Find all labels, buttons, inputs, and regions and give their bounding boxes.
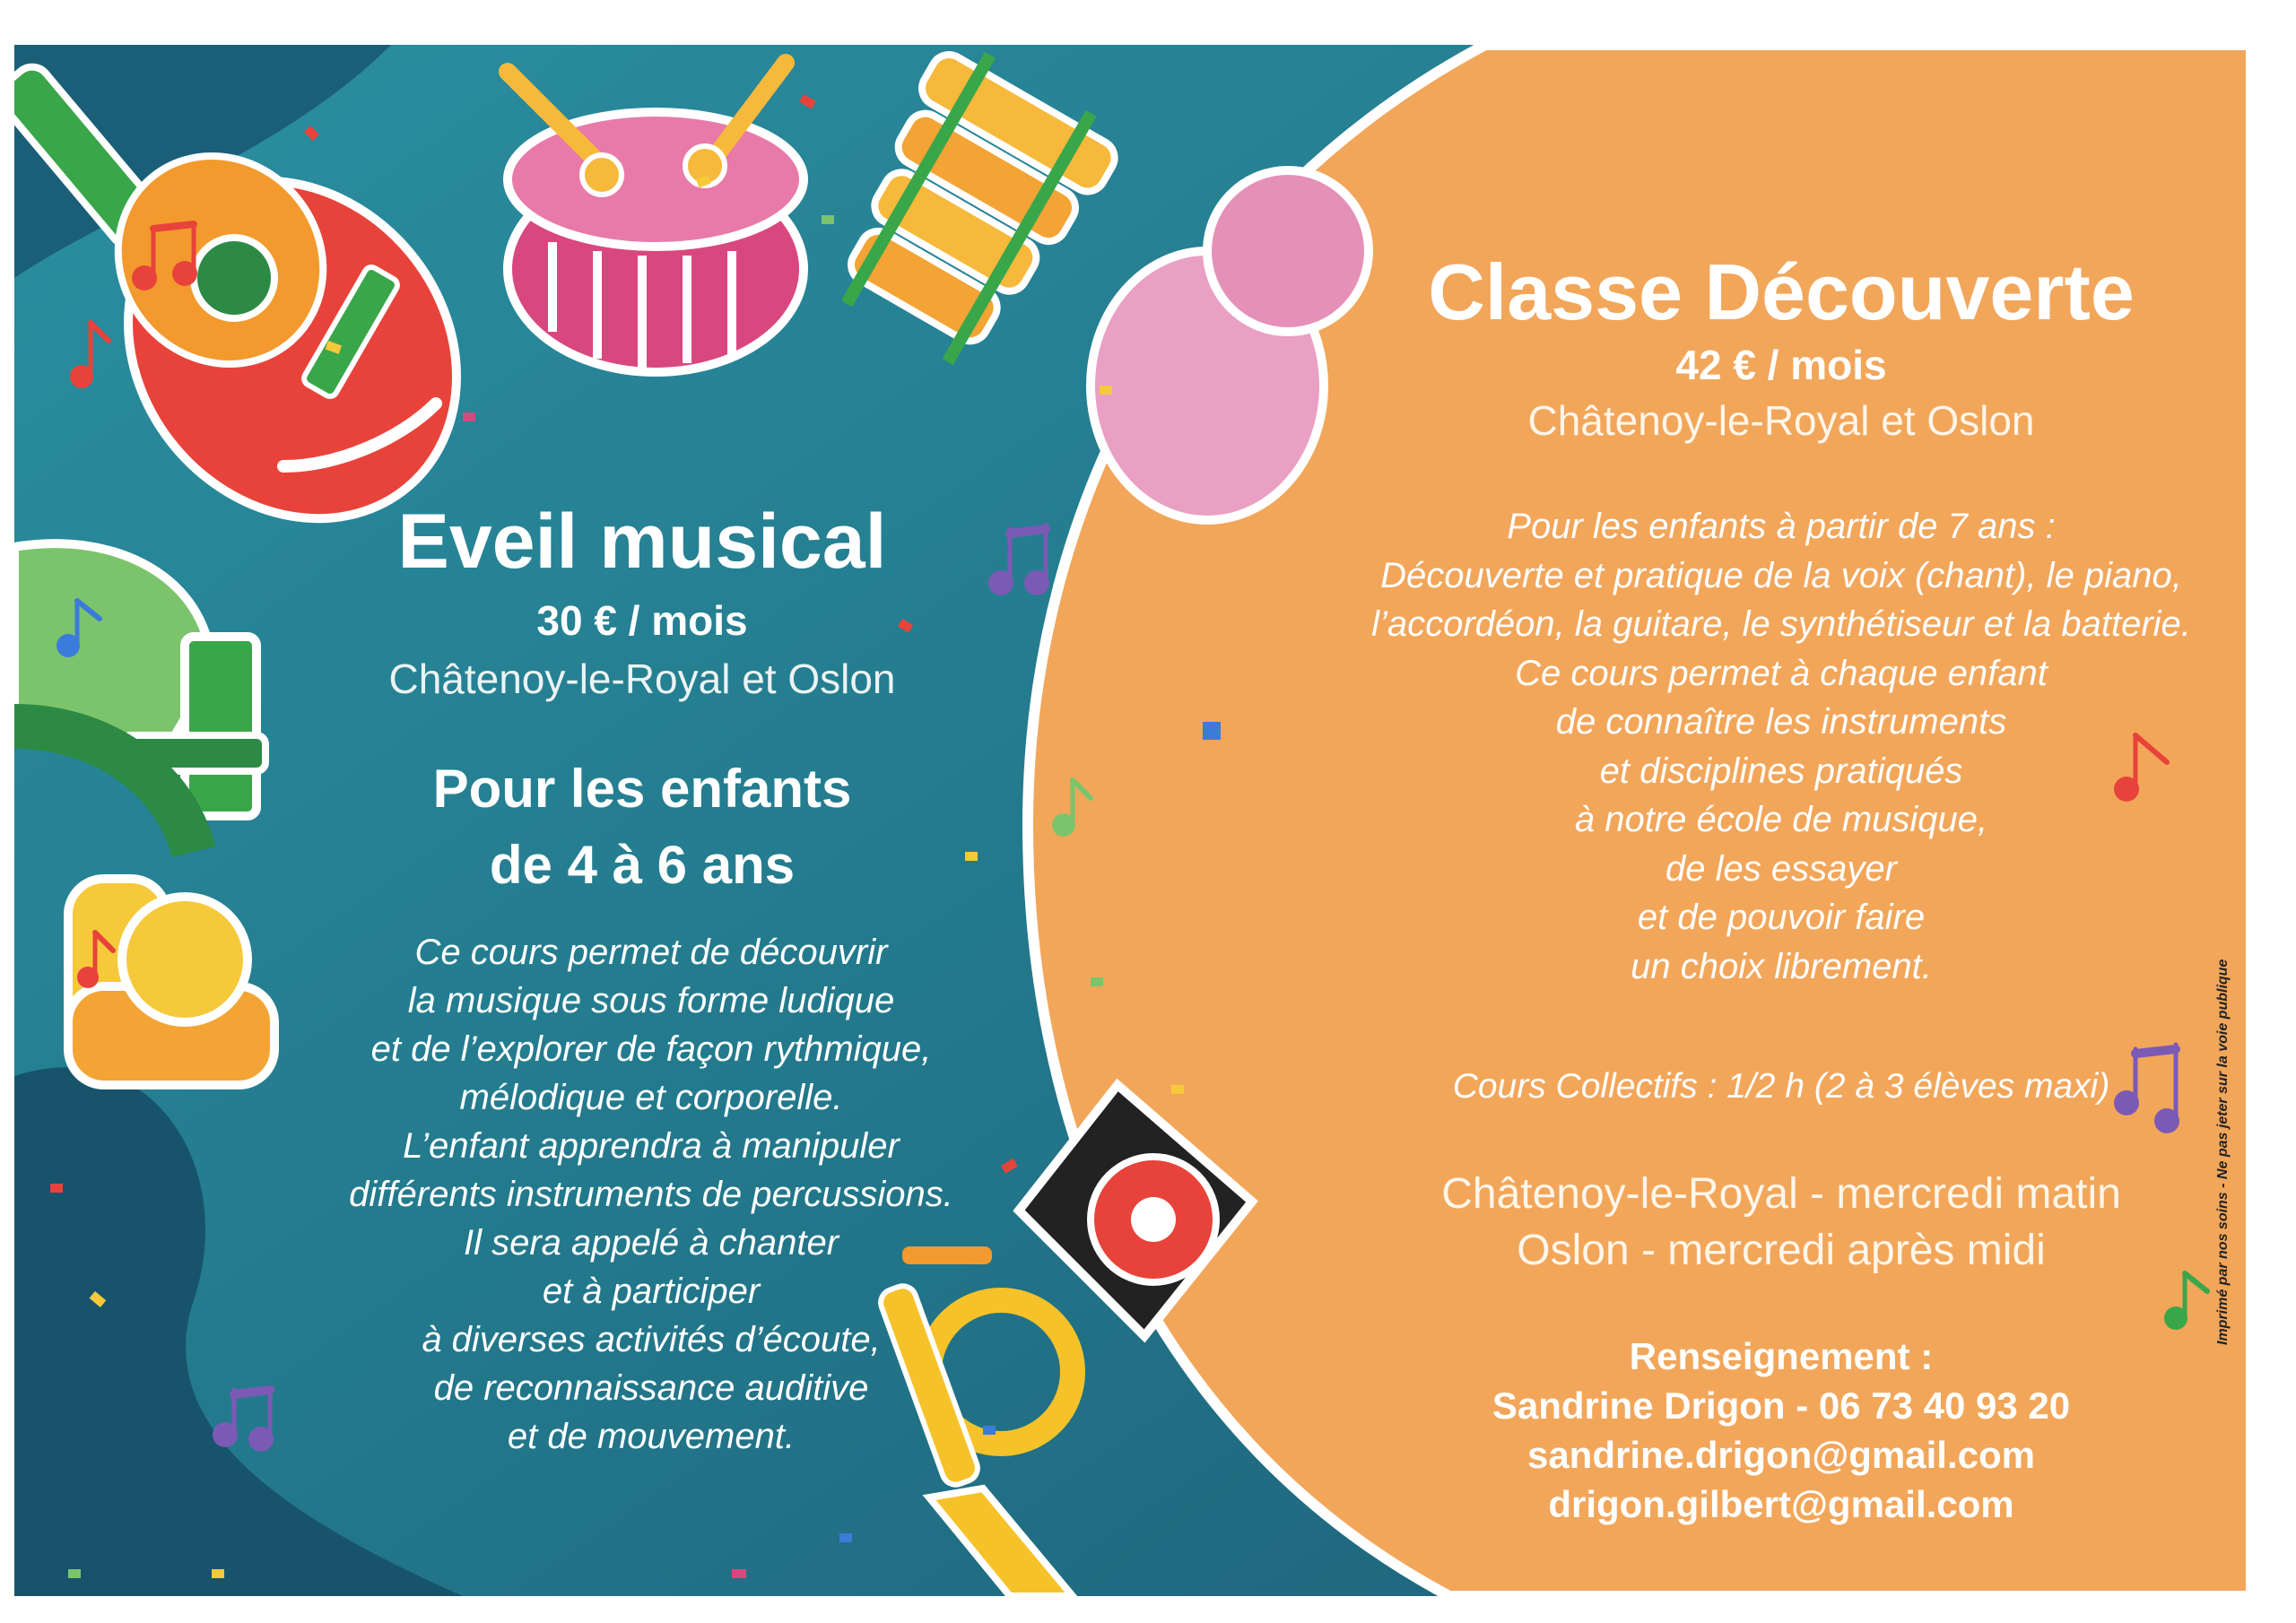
right-desc-line: et de pouvoir faire xyxy=(1637,898,1926,937)
right-desc-line: de les essayer xyxy=(1665,848,1897,889)
right-title: Classe Découverte xyxy=(1428,247,2135,336)
right-desc-line: Ce cours permet à chaque enfant xyxy=(1515,653,2048,693)
drum-icon xyxy=(508,63,804,372)
right-desc-line: Pour les enfants à partir de 7 ans : xyxy=(1507,507,2056,546)
right-desc-line: Découverte et pratique de la voix (chant), le piano, xyxy=(1380,555,2182,595)
right-desc-line: à notre école de musique, xyxy=(1574,800,1988,839)
left-desc-line: de reconnaissance auditive xyxy=(433,1368,869,1408)
schedule-line: Châtenoy-le-Royal - mercredi matin xyxy=(1441,1170,2121,1218)
left-desc-line: Il sera appelé à chanter xyxy=(463,1223,839,1263)
right-desc-line: de connaître les instruments xyxy=(1555,702,2007,742)
contact-email-2: drigon.gilbert@gmail.com xyxy=(1548,1483,2014,1525)
contact-heading: Renseignement : xyxy=(1629,1335,1934,1377)
left-desc-line: mélodique et corporelle. xyxy=(459,1078,843,1117)
right-desc-line: un choix librement. xyxy=(1631,946,1932,986)
side-note: Imprimé par nos soins - Ne pas jeter sur la voie publique xyxy=(2215,959,2231,1345)
left-desc-line: et à participer xyxy=(542,1271,761,1311)
left-price: 30 € / mois xyxy=(536,597,748,644)
schedule xyxy=(1315,1166,2248,1279)
left-desc-line: différents instruments de percussions. xyxy=(349,1175,953,1214)
left-desc-line: à diverses activités d’écoute, xyxy=(422,1320,881,1359)
right-desc-line: et disciplines pratiqués xyxy=(1599,751,1963,791)
left-desc-line: L’enfant apprendra à manipuler xyxy=(403,1126,900,1166)
left-description xyxy=(23,928,1279,1461)
right-price: 42 € / mois xyxy=(1675,342,1887,388)
left-age-line1: Pour les enfants xyxy=(432,759,852,819)
contact-email-1: sandrine.drigon@gmail.com xyxy=(1526,1434,2036,1476)
contact-block xyxy=(1315,1332,2248,1529)
collective-course: Cours Collectifs : 1/2 h (2 à 3 élèves maxi) xyxy=(1452,1067,2110,1106)
left-desc-line: la musique sous forme ludique xyxy=(407,981,895,1020)
left-desc-line: et de mouvement. xyxy=(507,1417,796,1456)
right-description xyxy=(1315,502,2248,991)
right-location: Châtenoy-le-Royal et Oslon xyxy=(1527,397,2035,444)
left-location: Châtenoy-le-Royal et Oslon xyxy=(388,655,896,702)
left-desc-line: Ce cours permet de découvrir xyxy=(414,933,888,972)
left-desc-line: et de l’explorer de façon rythmique, xyxy=(370,1029,932,1069)
left-title: Eveil musical xyxy=(397,499,887,585)
schedule-line: Oslon - mercredi après midi xyxy=(1517,1227,2046,1274)
flyer xyxy=(14,45,2251,1596)
contact-name-phone: Sandrine Drigon - 06 73 40 93 20 xyxy=(1492,1384,2071,1427)
left-age-line2: de 4 à 6 ans xyxy=(489,835,796,895)
right-desc-line: l’accordéon, la guitare, le synthétiseur et la batterie. xyxy=(1371,604,2191,644)
